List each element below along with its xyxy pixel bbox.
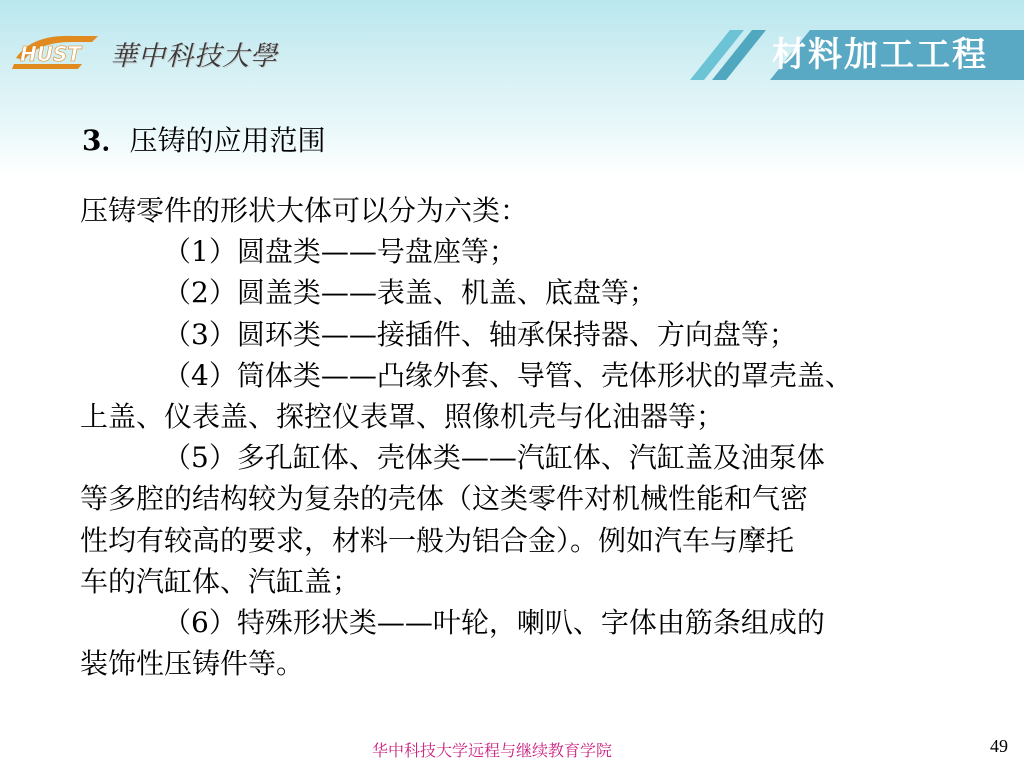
university-logo xyxy=(12,20,282,80)
content-line: （3）圆环类——接插件、轴承保持器、方向盘等； xyxy=(163,317,797,351)
content-line: 上盖、仪表盖、探控仪表罩、照像机壳与化油器等； xyxy=(80,399,725,433)
page-number: 49 xyxy=(990,736,1008,756)
footer-institution: 华中科技大学远程与继续教育学院 xyxy=(372,741,613,760)
content-line: 性均有较高的要求，材料一般为铝合金）。例如汽车与摩托 xyxy=(80,523,795,557)
section-title: 压铸的应用范围 xyxy=(129,124,326,157)
section-number: 3． xyxy=(82,124,130,157)
content-line: 车的汽缸体、汽缸盖； xyxy=(80,564,361,598)
content-line: 等多腔的结构较为复杂的壳体（这类零件对机械性能和气密 xyxy=(80,482,809,516)
content-body xyxy=(80,190,980,684)
content-line: （1）圆盘类——号盘座等； xyxy=(163,235,517,269)
university-name: 華中科技大學 xyxy=(110,41,278,72)
content-line: （2）圆盖类——表盖、机盖、底盘等； xyxy=(163,276,657,310)
section-heading xyxy=(82,121,326,161)
content-line: （6）特殊形状类——叶轮，喇叭、字体由筋条组成的 xyxy=(163,605,825,639)
content-line: 装饰性压铸件等。 xyxy=(80,647,305,681)
content-line: （4）筒体类——凸缘外套、导管、壳体形状的罩壳盖、 xyxy=(163,358,853,392)
hust-logo-icon xyxy=(12,28,102,72)
logo-abbr: HUST xyxy=(20,42,82,66)
content-line: （5）多孔缸体、壳体类——汽缸体、汽缸盖及油泵体 xyxy=(163,441,825,475)
content-line: 压铸零件的形状大体可以分为六类： xyxy=(80,194,529,227)
course-title: 材料加工工程 xyxy=(772,35,988,75)
